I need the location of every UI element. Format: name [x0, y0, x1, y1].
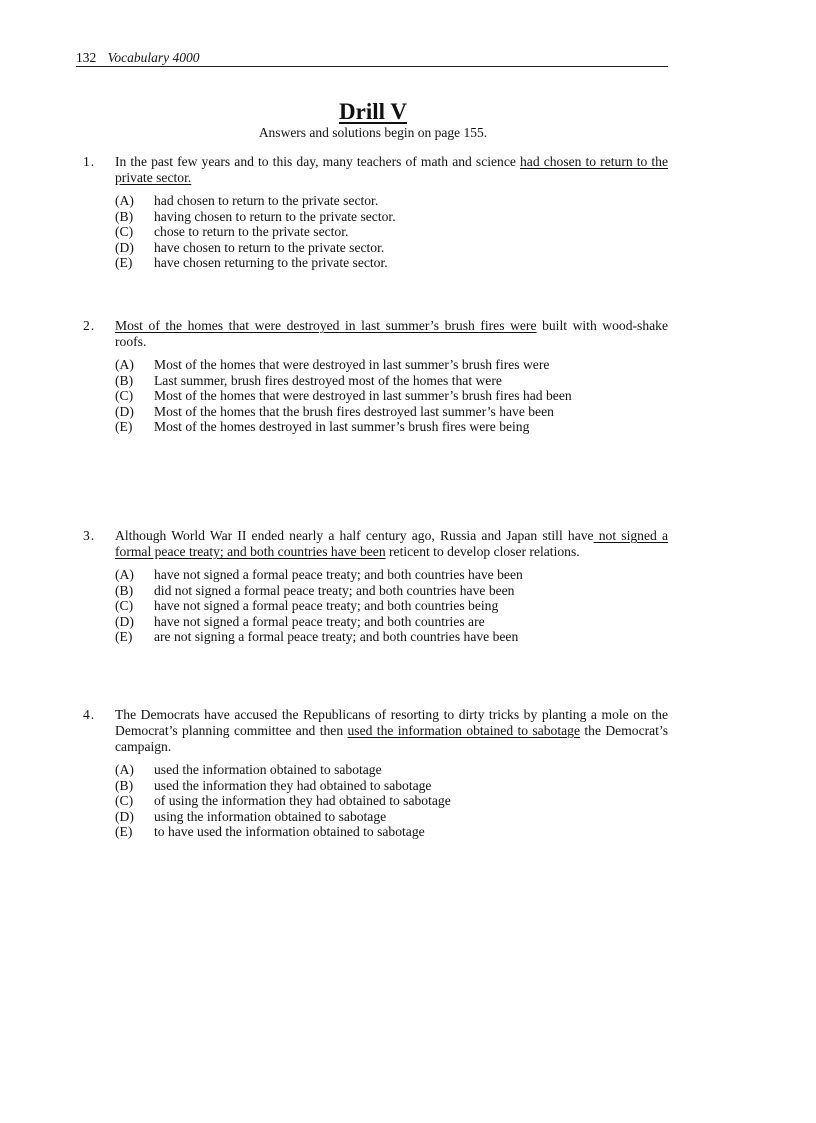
answer-choice[interactable] — [115, 583, 668, 599]
choice-text: Most of the homes that were destroyed in last summer’s brush fires were — [154, 357, 550, 372]
answer-choice[interactable] — [115, 598, 668, 614]
answer-choice[interactable] — [115, 762, 668, 778]
choice-letter: (B) — [115, 372, 134, 388]
choice-text: have not signed a formal peace treaty; and both countries being — [154, 598, 499, 614]
answer-choice[interactable] — [115, 357, 668, 373]
answer-choices — [115, 762, 668, 840]
choice-text: have not signed a formal peace treaty; and both countries have been — [154, 567, 523, 582]
book-title: Vocabulary 4000 — [107, 50, 200, 65]
choice-text: Most of the homes that were destroyed in last summer’s brush fires had been — [154, 388, 572, 404]
choice-text: Most of the homes destroyed in last summer’s brush fires were being — [154, 419, 530, 435]
choice-text: have chosen to return to the private sector. — [154, 239, 385, 255]
choice-letter: (D) — [115, 403, 134, 419]
choice-letter: (C) — [115, 388, 134, 404]
question-stem — [115, 707, 668, 755]
choice-letter: (C) — [115, 224, 134, 240]
choice-text: Most of the homes that the brush fires destroyed last summer’s have been — [154, 403, 554, 419]
choice-letter: (C) — [115, 793, 134, 809]
drill-subtitle: Answers and solutions begin on page 155. — [258, 125, 488, 140]
choice-text: chose to return to the private sector. — [154, 224, 349, 240]
question-1 — [83, 154, 668, 271]
choice-letter: (A) — [115, 567, 134, 582]
choice-text: of using the information they had obtained to sabotage — [154, 793, 451, 809]
answer-choices — [115, 567, 668, 645]
answer-choices — [115, 357, 668, 435]
choice-text: had chosen to return to the private sector. — [154, 193, 379, 208]
stem-text: The Democrats have accused the Republicans of resorting to dirty tricks by planting a mole on the Democrat’s planning committee and then — [115, 707, 668, 738]
answer-choice[interactable] — [115, 240, 668, 256]
choice-text: using the information obtained to sabotage — [154, 808, 387, 824]
stem-underlined-text: used the information obtained to sabotage — [347, 723, 580, 738]
stem-text: Although World War II ended nearly a half century ago, Russia and Japan still have — [115, 528, 594, 543]
choice-letter: (A) — [115, 357, 134, 372]
answer-choice[interactable] — [115, 224, 668, 240]
answer-choices — [115, 193, 668, 271]
stem-underlined-text: Most of the homes that were destroyed in last summer’s brush fires were — [115, 318, 537, 333]
answer-choice[interactable] — [115, 629, 668, 645]
page-number: 132 — [76, 50, 97, 65]
question-number: 1. — [83, 154, 96, 169]
question-3 — [83, 528, 668, 645]
question-number: 3. — [83, 528, 96, 543]
choice-letter: (E) — [115, 824, 133, 840]
choice-text: to have used the information obtained to sabotage — [154, 824, 425, 840]
answer-choice[interactable] — [115, 388, 668, 404]
question-4 — [83, 707, 668, 840]
answer-choice[interactable] — [115, 404, 668, 420]
choice-text: did not signed a formal peace treaty; and both countries have been — [154, 582, 515, 598]
stem-text-end: reticent to develop closer relations. — [385, 544, 580, 559]
choice-text: have chosen returning to the private sector. — [154, 255, 388, 271]
choice-text: used the information they had obtained to sabotage — [154, 777, 432, 793]
choice-letter: (D) — [115, 613, 134, 629]
answer-choice[interactable] — [115, 255, 668, 271]
answer-choice[interactable] — [115, 778, 668, 794]
answer-choice[interactable] — [115, 809, 668, 825]
choice-letter: (B) — [115, 208, 134, 224]
choice-text: Last summer, brush fires destroyed most of the homes that were — [154, 372, 502, 388]
choice-letter: (E) — [115, 255, 133, 271]
answer-choice[interactable] — [115, 567, 668, 583]
choice-letter: (C) — [115, 598, 134, 614]
drill-title: Drill V — [339, 99, 407, 124]
stem-text-end: built with wood-shake roofs. — [115, 318, 668, 349]
question-stem — [115, 154, 668, 186]
question-stem — [115, 528, 668, 560]
choice-text: are not signing a formal peace treaty; and both countries have been — [154, 629, 519, 645]
answer-choice[interactable] — [115, 209, 668, 225]
stem-underlined-text: had chosen to return to the private sector. — [115, 154, 668, 185]
answer-choice[interactable] — [115, 373, 668, 389]
answer-choice[interactable] — [115, 824, 668, 840]
answer-choice[interactable] — [115, 614, 668, 630]
answer-choice[interactable] — [115, 793, 668, 809]
stem-text: In the past few years and to this day, many teachers of math and science — [115, 154, 520, 169]
question-2 — [83, 318, 668, 435]
stem-underlined-text: not signed a formal peace treaty; and both countries have been — [115, 528, 668, 559]
choice-letter: (D) — [115, 808, 134, 824]
choice-letter: (E) — [115, 629, 133, 645]
running-header — [76, 50, 668, 67]
choice-letter: (A) — [115, 193, 134, 208]
stem-text-end: the Democrat’s campaign. — [115, 723, 669, 754]
answer-choice[interactable] — [115, 193, 668, 209]
choice-text: used the information obtained to sabotage — [154, 762, 382, 777]
choice-letter: (B) — [115, 777, 134, 793]
choice-letter: (B) — [115, 582, 134, 598]
choice-text: having chosen to return to the private sector. — [154, 208, 396, 224]
question-stem — [115, 318, 668, 350]
choice-text: have not signed a formal peace treaty; and both countries are — [154, 613, 485, 629]
question-number: 4. — [83, 707, 96, 722]
answer-choice[interactable] — [115, 419, 668, 435]
choice-letter: (A) — [115, 762, 134, 777]
question-number: 2. — [83, 318, 96, 333]
choice-letter: (E) — [115, 419, 133, 435]
choice-letter: (D) — [115, 239, 134, 255]
